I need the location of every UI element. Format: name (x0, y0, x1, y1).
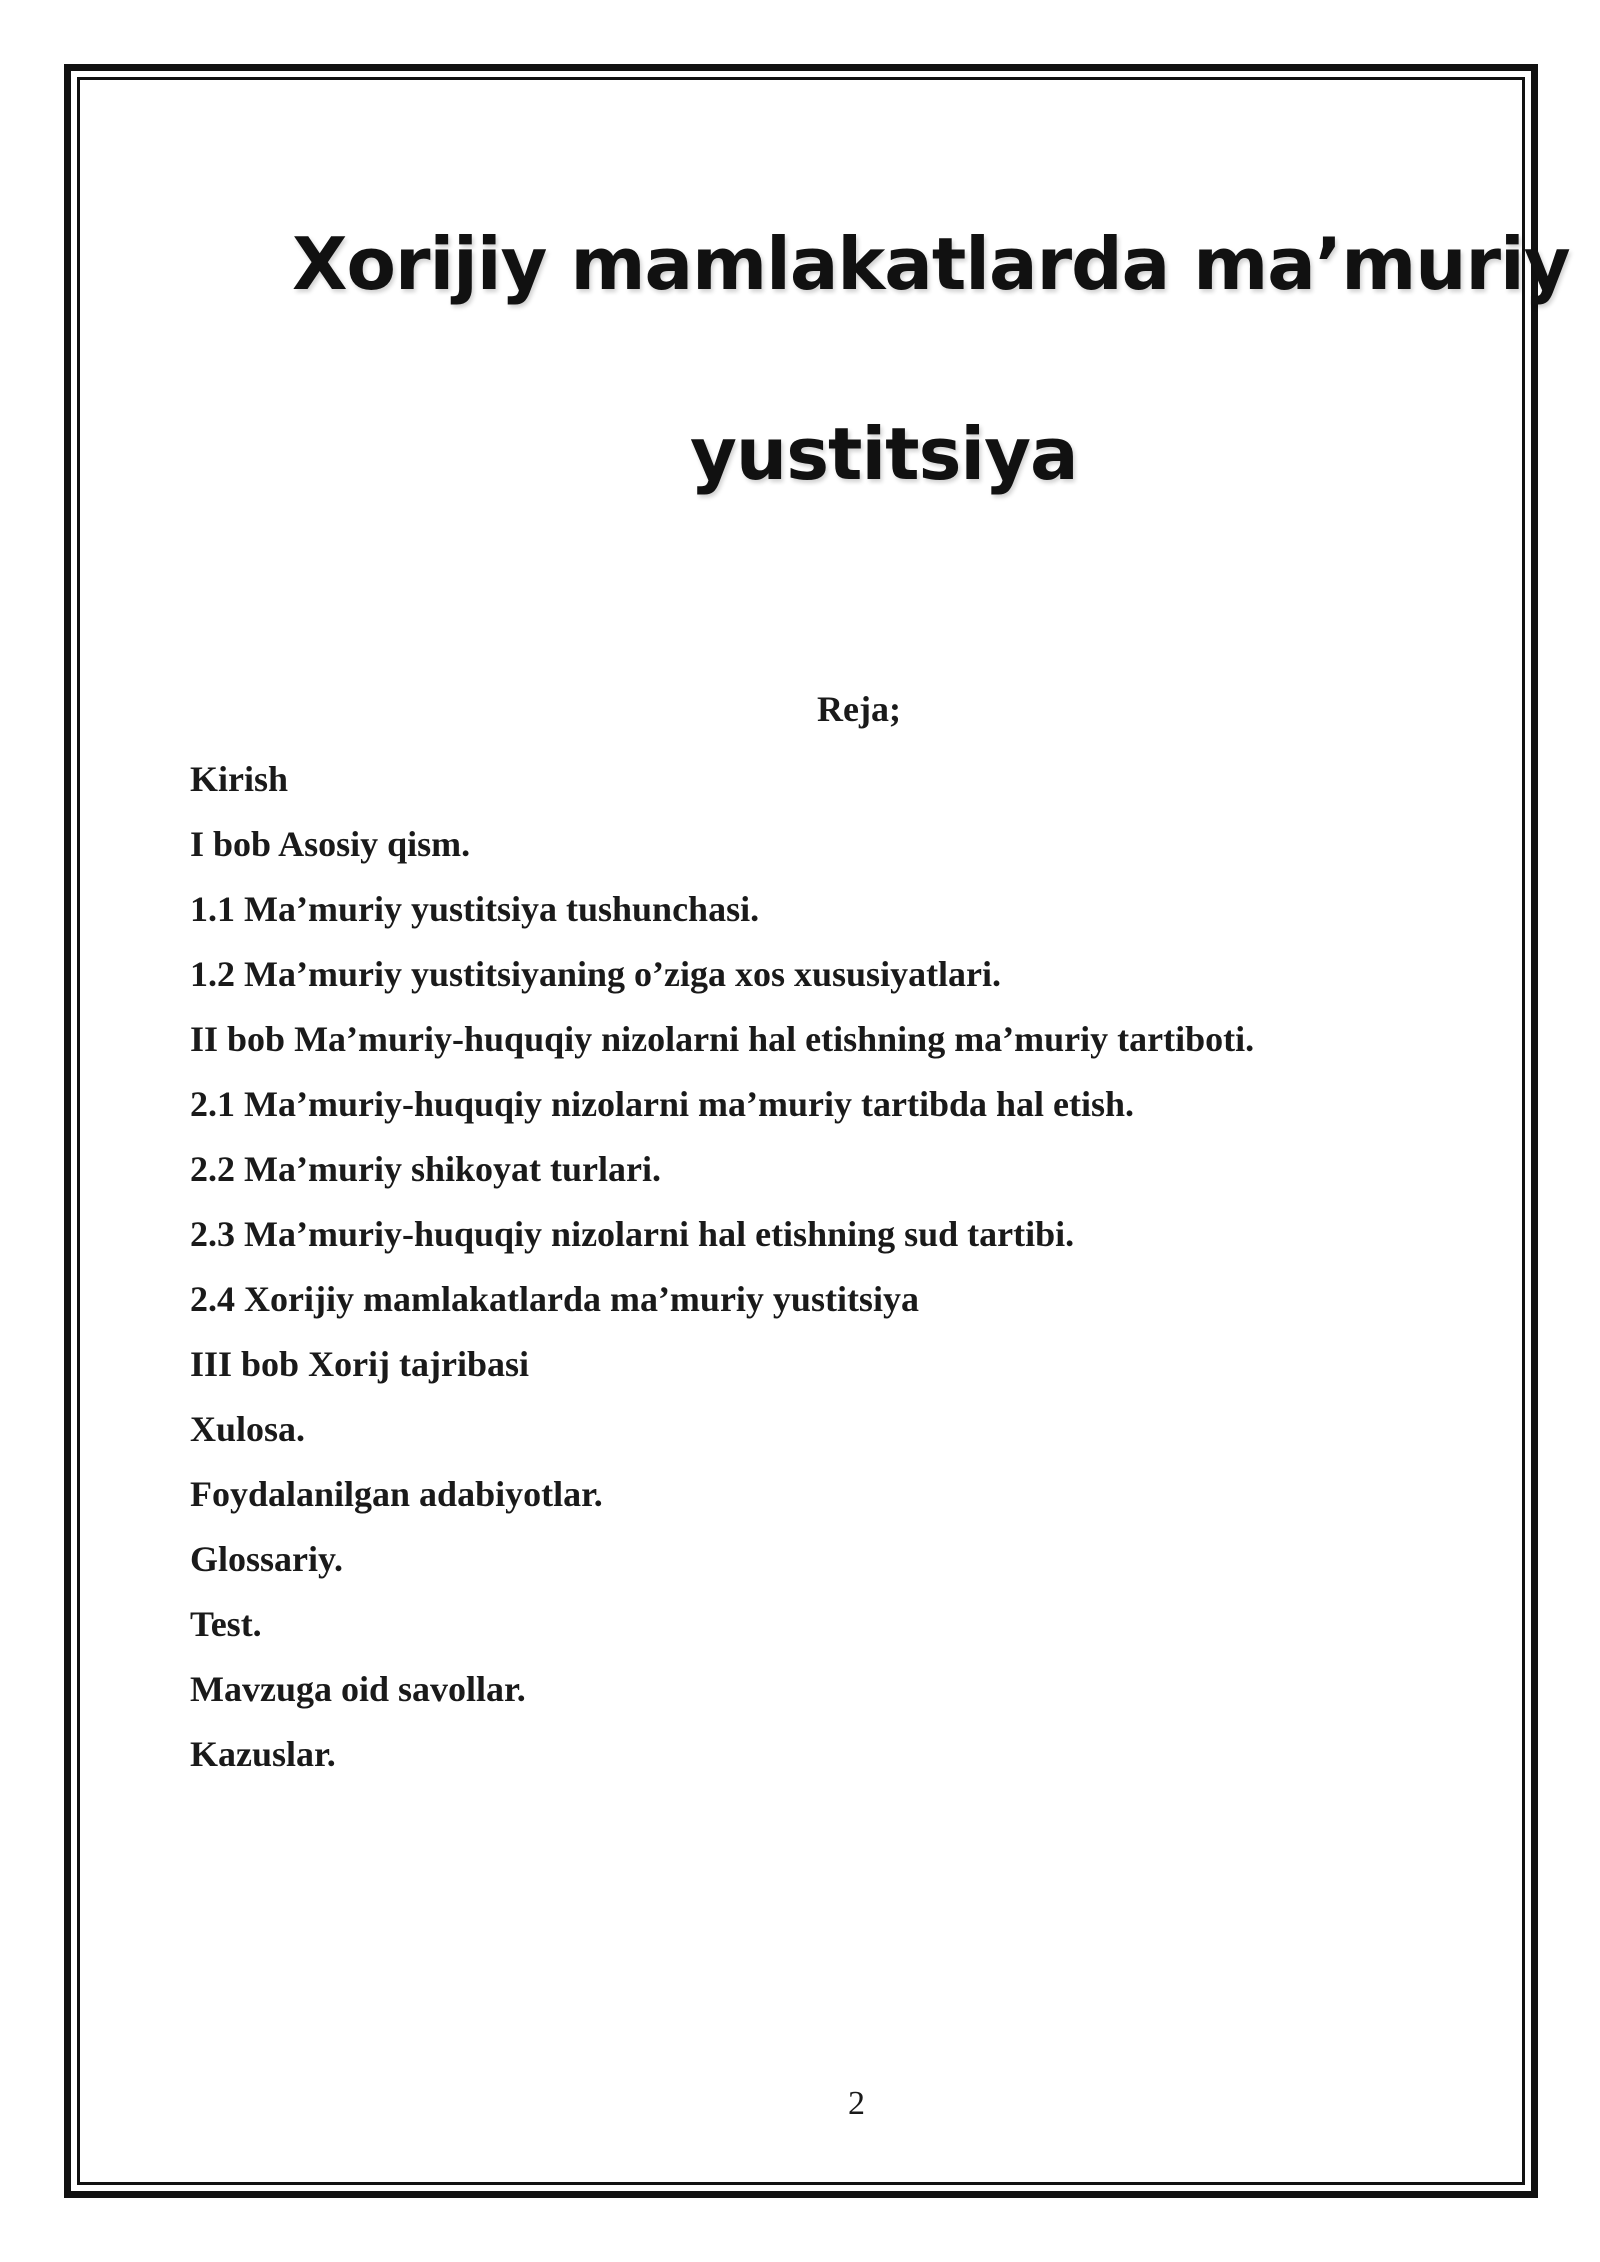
toc-item: 2.2 Ma’muriy shikoyat turlari. (190, 1149, 661, 1189)
toc-item: Xulosa. (190, 1409, 306, 1449)
toc-item: 1.1 Ma’muriy yustitsiya tushunchasi. (190, 889, 760, 929)
toc-item: Glossariy. (190, 1539, 344, 1579)
toc-item: II bob Ma’muriy-huquqiy nizolarni hal etishning ma’muriy tartiboti. (190, 1019, 1255, 1059)
toc-item: 2.1 Ma’muriy-huquqiy nizolarni ma’muriy tartibda hal etish. (190, 1084, 1135, 1124)
toc-item: III bob Xorij tajribasi (190, 1344, 530, 1384)
toc-item: 2.4 Xorijiy mamlakatlarda ma’muriy yustitsiya (190, 1279, 919, 1319)
toc-item: Mavzuga oid savollar. (190, 1669, 526, 1709)
document-title-line-1: Xorijiy mamlakatlarda ma’muriy (292, 222, 1570, 306)
document-title-line-2: yustitsiya (690, 412, 1078, 496)
toc-item: I bob Asosiy qism. (190, 824, 471, 864)
toc-item: Test. (190, 1604, 262, 1644)
toc-item: Foydalanilgan adabiyotlar. (190, 1474, 603, 1514)
table-of-contents (190, 747, 1254, 1787)
toc-item: 2.3 Ma’muriy-huquqiy nizolarni hal etishning sud tartibi. (190, 1214, 1075, 1254)
plan-heading: Reja; (817, 689, 901, 729)
toc-item: 1.2 Ma’muriy yustitsiyaning o’ziga xos xususiyatlari. (190, 954, 1002, 994)
page-number: 2 (848, 2085, 865, 2122)
toc-item: Kirish (190, 759, 289, 799)
toc-item: Kazuslar. (190, 1734, 336, 1774)
